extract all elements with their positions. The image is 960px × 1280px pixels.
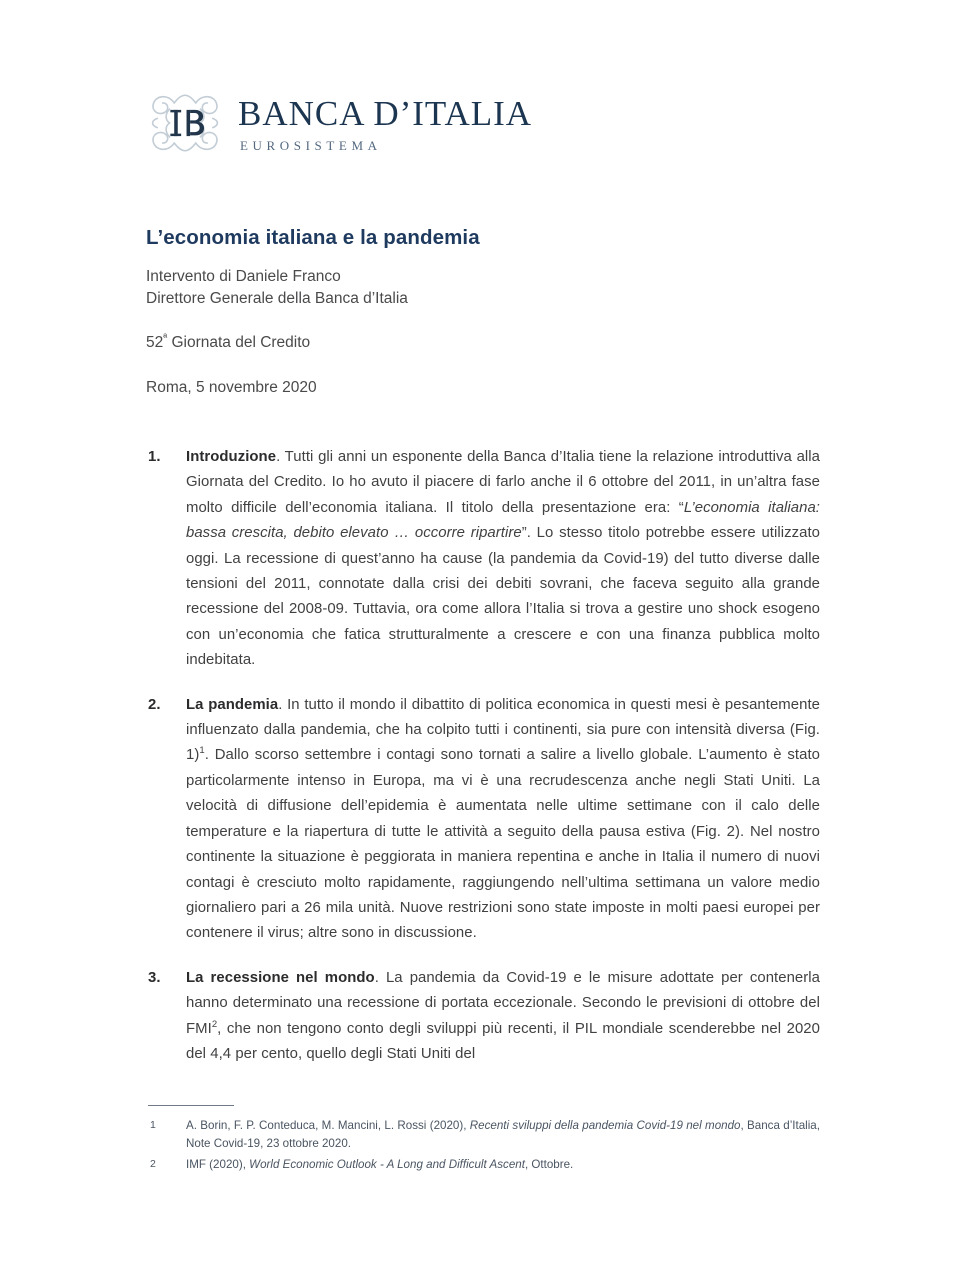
paragraph-la-pandemia bbox=[148, 693, 820, 947]
wordmark-block bbox=[238, 93, 532, 154]
masthead bbox=[146, 84, 532, 162]
paragraph-lead: La recessione nel mondo bbox=[186, 969, 375, 986]
wordmark-title: BANCA D’ITALIA bbox=[238, 93, 533, 133]
page-title: L’economia italiana e la pandemia bbox=[146, 225, 480, 249]
paragraph-introduzione bbox=[148, 445, 820, 674]
paragraph-lead: La pandemia bbox=[186, 696, 279, 713]
event-ordinal-suffix: ª bbox=[163, 331, 168, 344]
footnote-separator bbox=[148, 1105, 234, 1106]
paragraph-text-part2: , che non tengono conto degli sviluppi più recenti, il PIL mondiale scenderebbe nel 2020 del 4,4 per cento, quello degli Stati Uniti del bbox=[186, 1020, 820, 1062]
banca-italia-crest-icon bbox=[146, 86, 224, 160]
speaker-role: Direttore Generale della Banca d’Italia bbox=[146, 289, 408, 307]
event-name bbox=[146, 332, 746, 354]
placedate-block bbox=[146, 377, 746, 399]
event-ordinal: 52 bbox=[146, 334, 164, 351]
speaker-name: Intervento di Daniele Franco bbox=[146, 268, 341, 285]
footnote-text-part2: , Ottobre. bbox=[524, 1158, 574, 1172]
paragraph-text-part1: . In tutto il mondo il dibattito di politica economica in questi mesi è pesantemente influenzato dalla pandemia, che ha colpito tutti i continenti, sia pure con intensità diversa (Fig. 1) bbox=[186, 696, 820, 764]
footnote-reference-1[interactable]: 1 bbox=[199, 745, 205, 757]
paragraph-text-part2: ”. Lo stesso titolo potrebbe essere utilizzato oggi. La recessione di quest’anno ha cause (la pandemia da Covid-19) del tutto diverse dalle tensioni del 2011, connotate dalla crisi dei debiti sovrani, che faceva seguito alla grande recessione del 2008-09. Tuttavia, ora come allora l’Italia si trova a gestire uno shock esogeno con un’economia che fatica strutturalmente a crescere e con una finanza pubblica molto indebitata. bbox=[186, 525, 820, 669]
event-title: Giornata del Credito bbox=[167, 334, 311, 351]
footnotes bbox=[148, 1117, 820, 1178]
place-date: Roma, 5 novembre 2020 bbox=[146, 378, 317, 396]
footnote-reference-2[interactable]: 2 bbox=[211, 1018, 218, 1030]
paragraph-number: 2. bbox=[148, 696, 161, 713]
paragraph-number: 3. bbox=[148, 969, 161, 986]
footnote-item bbox=[148, 1117, 820, 1152]
paragraph-quote: L’economia italiana: bassa crescita, debito elevato … occorre ripartire bbox=[186, 499, 821, 542]
paragraph-text-part1: . La pandemia da Covid-19 e le misure adottate per contenerla hanno determinato una recessione di portata eccezionale. Secondo le previsioni di ottobre del FMI bbox=[186, 969, 820, 1037]
footnote-marker: 1 bbox=[150, 1119, 156, 1131]
footnote-text-part2: , Banca d’Italia, Note Covid-19, 23 ottobre 2020. bbox=[186, 1119, 820, 1150]
footnote-text-part1: IMF (2020), bbox=[186, 1158, 250, 1172]
footnote-title-italic: Recenti sviluppi della pandemia Covid-19 nel mondo bbox=[469, 1119, 741, 1132]
paragraph-la-recessione-nel-mondo bbox=[148, 966, 820, 1068]
body-column bbox=[148, 445, 820, 1067]
paragraph-text-part2: . Dallo scorso settembre i contagi sono tornati a salire a livello globale. L’aumento è stato particolarmente intenso in Europa, ma vi è una recrudescenza anche negli Stati Uniti. La velocità di diffusione dell’epidemia è aumentata nelle ultime settimane con il calo delle temperature e la riapertura di tutte le attività a seguito della pausa estiva (Fig. 2). Nel nostro continente la situazione è peggiorata in maniera repentina e anche in Italia il numero di nuovi contagi è cresciuto molto rapidamente, raggiungendo nell’ultima settimana un valore medio giornaliero pari a 26 mila unità. Nuove restrizioni sono state imposte in molti paesi europei per contenere il virus; altre sono in discussione. bbox=[186, 747, 820, 942]
wordmark-subtitle: EUROSISTEMA bbox=[240, 137, 382, 153]
footnote-item bbox=[148, 1156, 820, 1174]
footnote-title-italic: World Economic Outlook - A Long and Difficult Ascent bbox=[249, 1158, 525, 1172]
paragraph-text-part1: . Tutti gli anni un esponente della Banca d’Italia tiene la relazione introduttiva alla Giornata del Credito. Io ho avuto il piacere di farlo anche il 6 ottobre del 2011, in un’altra fase molto difficile dell’economia italiana. Il titolo della presentazione era: “ bbox=[186, 449, 820, 516]
speaker-block bbox=[146, 266, 746, 309]
document-meta bbox=[146, 266, 746, 398]
paragraph-lead: Introduzione bbox=[186, 449, 277, 465]
paragraph-number: 1. bbox=[148, 449, 161, 465]
event-block bbox=[146, 332, 746, 354]
footnote-marker: 2 bbox=[150, 1158, 156, 1171]
footnote-text-part1: A. Borin, F. P. Conteduca, M. Mancini, L. Rossi (2020), bbox=[186, 1119, 470, 1132]
